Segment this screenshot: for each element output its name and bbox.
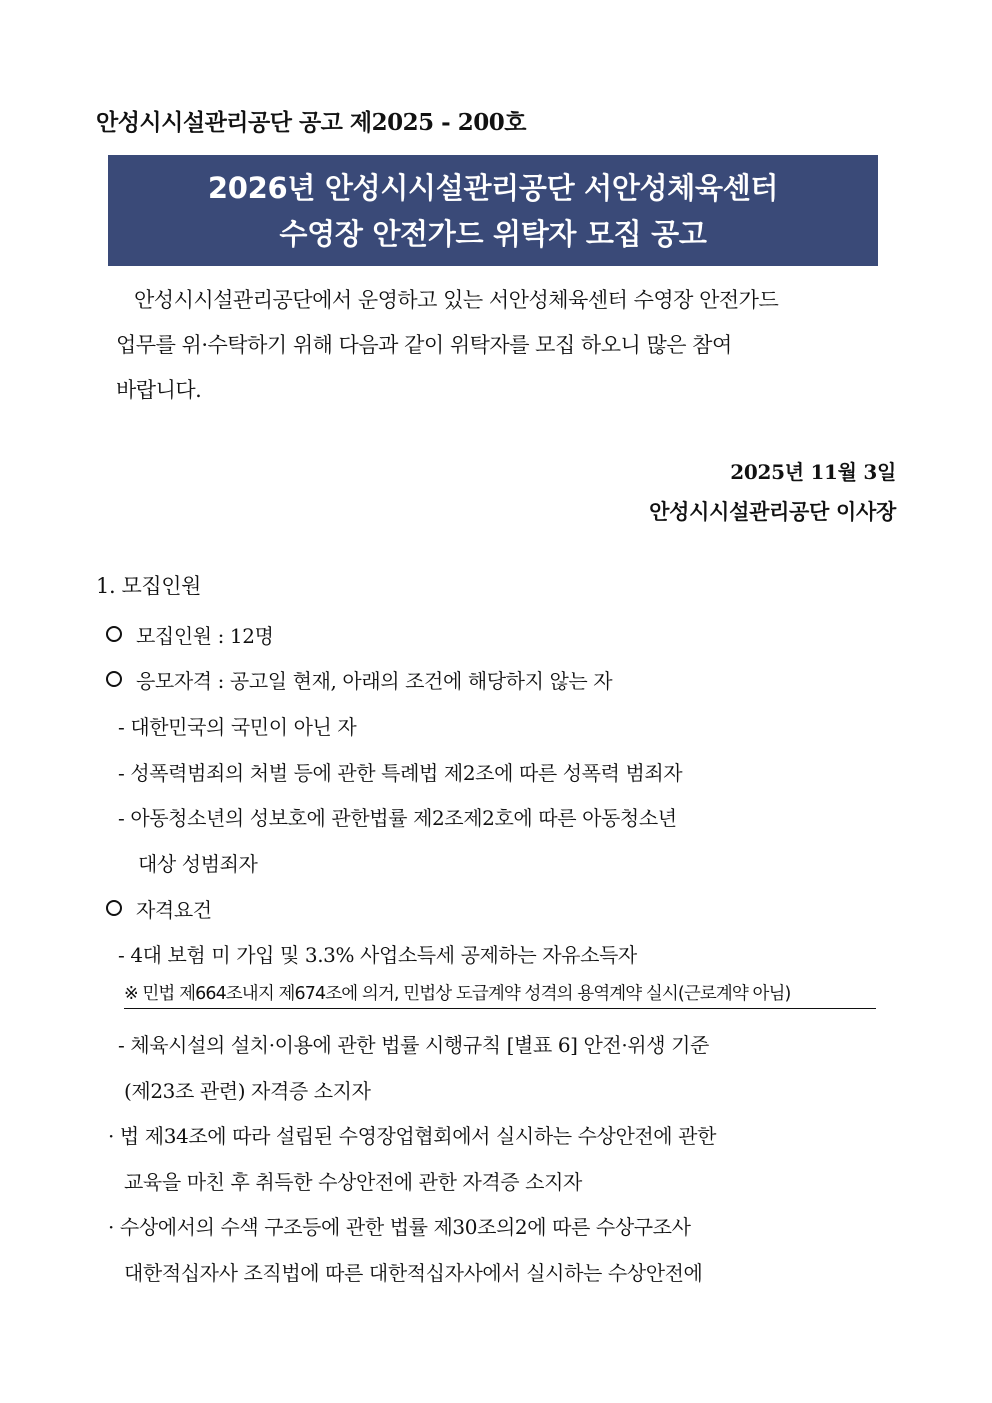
recruit-count-text: 모집인원 : 12명 xyxy=(136,624,274,648)
notice-number: 안성시시설관리공단 공고 제2025 - 200호 xyxy=(96,109,526,136)
requirement-certificate: - 체육시설의 설치·이용에 관한 법률 시행규칙 [별표 6] 안전·위생 기준 xyxy=(118,1033,709,1057)
sub-item-water-rescue-cont: 대한적십자사 조직법에 따른 대한적십자사에서 실시하는 수상안전에 xyxy=(124,1261,703,1285)
exclusion-child-protection-cont: 대상 성범죄자 xyxy=(138,852,258,876)
notice-title-banner xyxy=(108,155,878,266)
recruit-count-item xyxy=(106,620,274,649)
qualification-item xyxy=(106,894,212,923)
exclusion-non-citizen: - 대한민국의 국민이 아닌 자 xyxy=(118,715,357,739)
circle-bullet-icon xyxy=(106,671,122,687)
circle-bullet-icon xyxy=(106,626,122,642)
sub-item-swimming-association: · 법 제34조에 따라 설립된 수영장업협회에서 실시하는 수상안전에 관한 xyxy=(108,1124,717,1148)
intro-line-1: 안성시시설관리공단에서 운영하고 있는 서안성체육센터 수영장 안전가드 xyxy=(134,288,779,312)
requirement-freelancer: - 4대 보험 미 가입 및 3.3% 사업소득세 공제하는 자유소득자 xyxy=(118,943,637,967)
intro-line-3: 바랍니다. xyxy=(116,378,202,402)
notice-title-line-1: 2026년 안성시시설관리공단 서안성체육센터 xyxy=(207,170,779,205)
notice-date: 2025년 11월 3일 xyxy=(730,460,896,484)
exclusion-child-protection: - 아동청소년의 성보호에 관한법률 제2조제2호에 따른 아동청소년 xyxy=(118,806,677,830)
eligibility-item xyxy=(106,665,612,694)
qualification-text: 자격요건 xyxy=(136,898,212,922)
intro-line-2: 업무를 위·수탁하기 위해 다음과 같이 위탁자를 모집 하오니 많은 참여 xyxy=(116,333,732,357)
exclusion-sexual-violence: - 성폭력범죄의 처벌 등에 관한 특례법 제2조에 따른 성폭력 범죄자 xyxy=(118,761,683,785)
notice-issuer: 안성시시설관리공단 이사장 xyxy=(649,499,896,524)
notice-title-line-2: 수영장 안전가드 위탁자 모집 공고 xyxy=(279,216,707,251)
civil-law-note: ※ 민법 제664조내지 제674조에 의거, 민법상 도급계약 성격의 용역계약 실시(근로계약 아님) xyxy=(124,980,876,1009)
section-heading-recruitment: 1. 모집인원 xyxy=(96,574,202,598)
sub-item-swimming-association-cont: 교육을 마친 후 취득한 수상안전에 관한 자격증 소지자 xyxy=(124,1170,582,1194)
requirement-certificate-cont: (제23조 관련) 자격증 소지자 xyxy=(124,1079,371,1103)
sub-item-water-rescue: · 수상에서의 수색 구조등에 관한 법률 제30조의2에 따른 수상구조사 xyxy=(108,1215,691,1239)
eligibility-text: 응모자격 : 공고일 현재, 아래의 조건에 해당하지 않는 자 xyxy=(136,669,613,693)
circle-bullet-icon xyxy=(106,900,122,916)
intro-paragraph xyxy=(116,278,886,413)
